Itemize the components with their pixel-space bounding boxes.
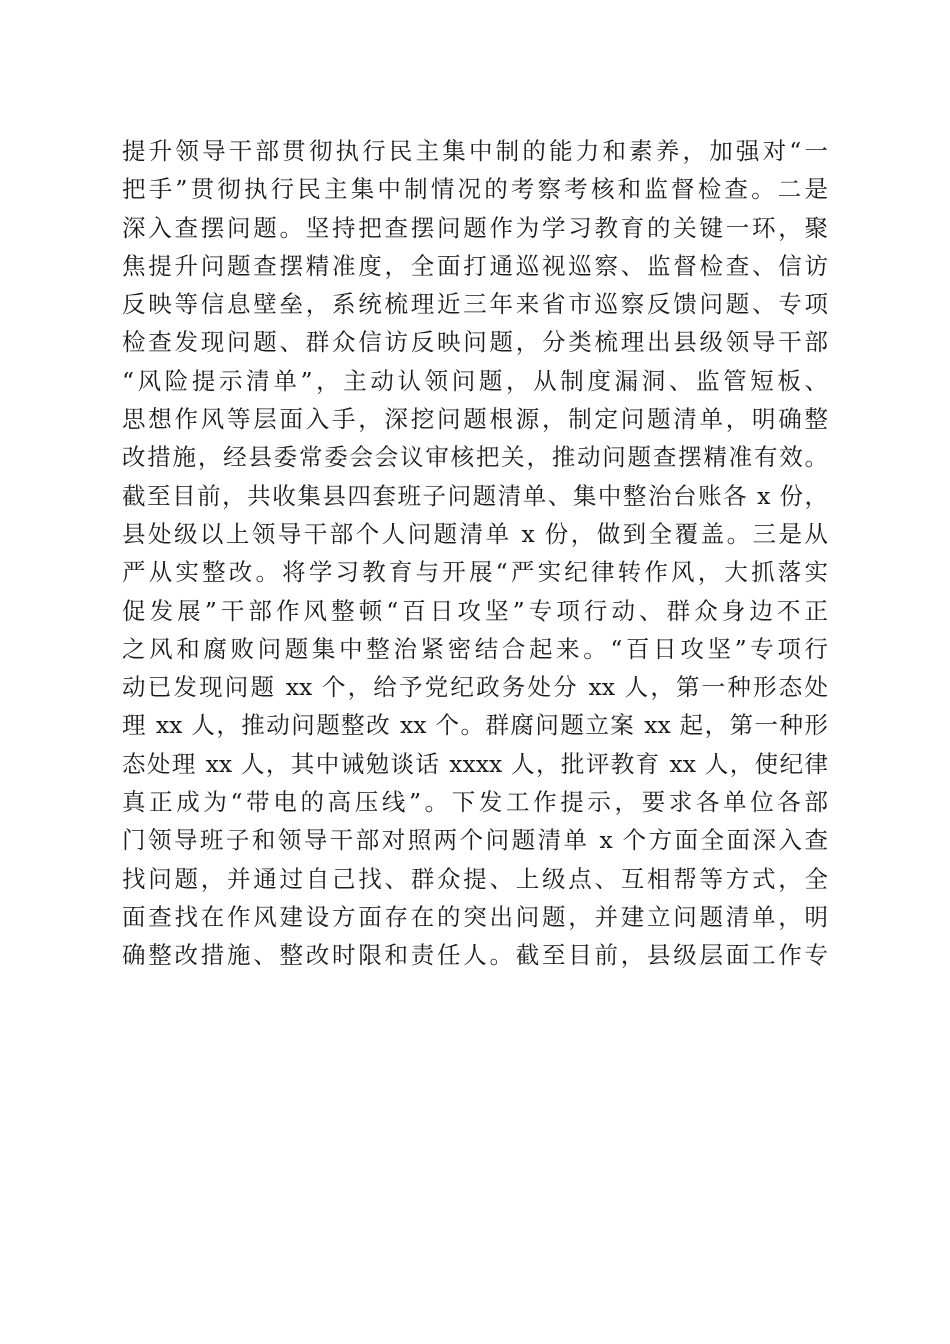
- text-line: 焦提升问题查摆精准度，全面打通巡视巡察、监督检查、信访: [122, 251, 828, 280]
- text-line: 提升领导干部贯彻执行民主集中制的能力和素养，加强对“一: [122, 137, 828, 165]
- text-line: 找问题，并通过自己找、群众提、上级点、互相帮等方式，全: [122, 864, 828, 893]
- text-line: 检查发现问题、群众信访反映问题，分类梳理出县级领导干部: [122, 328, 828, 357]
- text-line: 改措施，经县委常委会会议审核把关，推动问题查摆精准有效。: [122, 443, 828, 472]
- text-line: “风险提示清单”，主动认领问题，从制度漏洞、监管短板、: [122, 366, 828, 395]
- text-line: 之风和腐败问题集中整治紧密结合起来。“百日攻坚”专项行: [122, 634, 828, 663]
- body-paragraph: [122, 132, 828, 975]
- text-line: 反映等信息壁垒，系统梳理近三年来省市巡察反馈问题、专项: [122, 290, 828, 319]
- text-line: 把手”贯彻执行民主集中制情况的考察考核和监督检查。二是: [122, 175, 828, 204]
- text-line: 确整改措施、整改时限和责任人。截至目前，县级层面工作专: [122, 941, 828, 970]
- text-line: 思想作风等层面入手，深挖问题根源，制定问题清单，明确整: [122, 405, 828, 434]
- text-line: 理 xx 人，推动问题整改 xx 个。群腐问题立案 xx 起，第一种形: [122, 711, 828, 740]
- text-line: 深入查摆问题。坚持把查摆问题作为学习教育的关键一环，聚: [122, 213, 828, 242]
- text-line: 真正成为“带电的高压线”。下发工作提示，要求各单位各部: [122, 788, 828, 817]
- text-line: 面查找在作风建设方面存在的突出问题，并建立问题清单，明: [122, 902, 828, 931]
- text-line: 截至目前，共收集县四套班子问题清单、集中整治台账各 x 份，: [122, 481, 828, 510]
- text-line: 门领导班子和领导干部对照两个问题清单 x 个方面全面深入查: [122, 826, 828, 855]
- text-line: 态处理 xx 人，其中诫勉谈话 xxxx 人，批评教育 xx 人，使纪律: [122, 749, 828, 778]
- text-line: 县处级以上领导干部个人问题清单 x 份，做到全覆盖。三是从: [122, 519, 828, 548]
- text-line: 促发展”干部作风整顿“百日攻坚”专项行动、群众身边不正: [122, 596, 828, 625]
- text-line: 动已发现问题 xx 个，给予党纪政务处分 xx 人，第一种形态处: [122, 673, 828, 702]
- text-line: 严从实整改。将学习教育与开展“严实纪律转作风，大抓落实: [122, 558, 828, 587]
